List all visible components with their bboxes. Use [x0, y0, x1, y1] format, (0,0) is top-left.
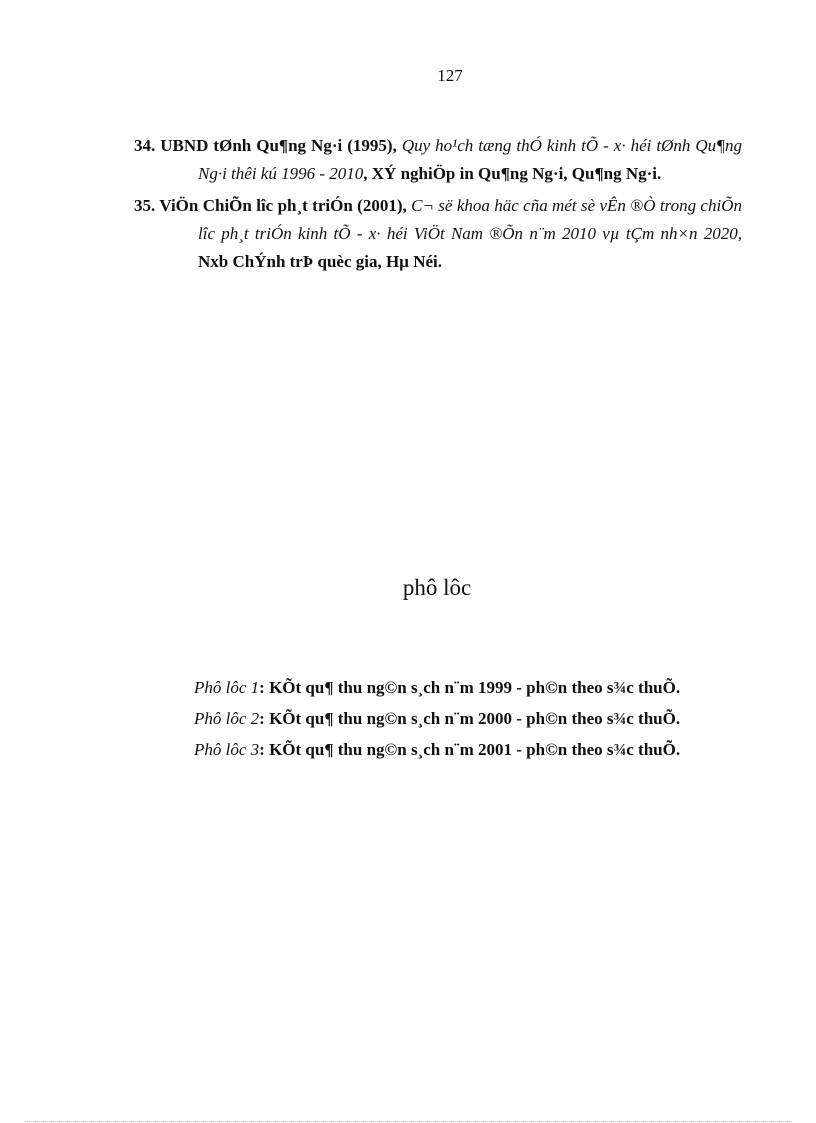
appendix-item-label: Phô lôc 1	[194, 678, 260, 697]
appendix-item	[194, 734, 754, 765]
reference-publisher: Nxb ChÝnh trÞ quèc gia, Hµ Néi.	[198, 252, 443, 271]
reference-publisher: , XÝ nghiÖp in Qu¶ng Ng·i, Qu¶ng Ng·i.	[363, 164, 662, 183]
page-number: 127	[437, 66, 463, 85]
appendix-list	[194, 672, 754, 765]
reference-title: Quy ho¹ch tæng thÓ kinh tÕ - x· héi tØnh Qu¶ng Ng·i thêi kú 1996 - 2010	[198, 136, 743, 183]
appendix-heading: phô lôc	[402, 575, 472, 600]
appendix-item-text: : KÕt qu¶ thu ng©n s¸ch n¨m 1999 - ph©n theo s¾c thuÕ.	[259, 678, 681, 697]
reference-author: UBND tØnh Qu¶ng Ng·i (1995),	[160, 136, 397, 155]
footer-divider	[24, 1121, 792, 1122]
reference-author: ViÖn ChiÕn lîc ph¸t triÓn (2001),	[159, 196, 407, 215]
reference-list	[134, 132, 742, 280]
reference-item	[134, 132, 742, 188]
reference-title: C¬ së khoa häc cña mét sè vÊn ®Ò trong chiÕn lîc ph¸t triÓn kinh tÕ - x· héi ViÖt Nam ®Õn n¨m 2010 vµ tÇm nh×n 2020,	[198, 196, 742, 243]
reference-number: 35.	[134, 196, 156, 215]
appendix-item-label: Phô lôc 3	[194, 740, 260, 759]
appendix-item	[194, 703, 754, 734]
appendix-item-label: Phô lôc 2	[194, 709, 260, 728]
appendix-item-text: : KÕt qu¶ thu ng©n s¸ch n¨m 2000 - ph©n theo s¾c thuÕ.	[259, 709, 681, 728]
appendix-item	[194, 672, 754, 703]
appendix-item-text: : KÕt qu¶ thu ng©n s¸ch n¨m 2001 - ph©n theo s¾c thuÕ.	[259, 740, 681, 759]
reference-item	[134, 192, 742, 276]
reference-number: 34.	[134, 136, 156, 155]
